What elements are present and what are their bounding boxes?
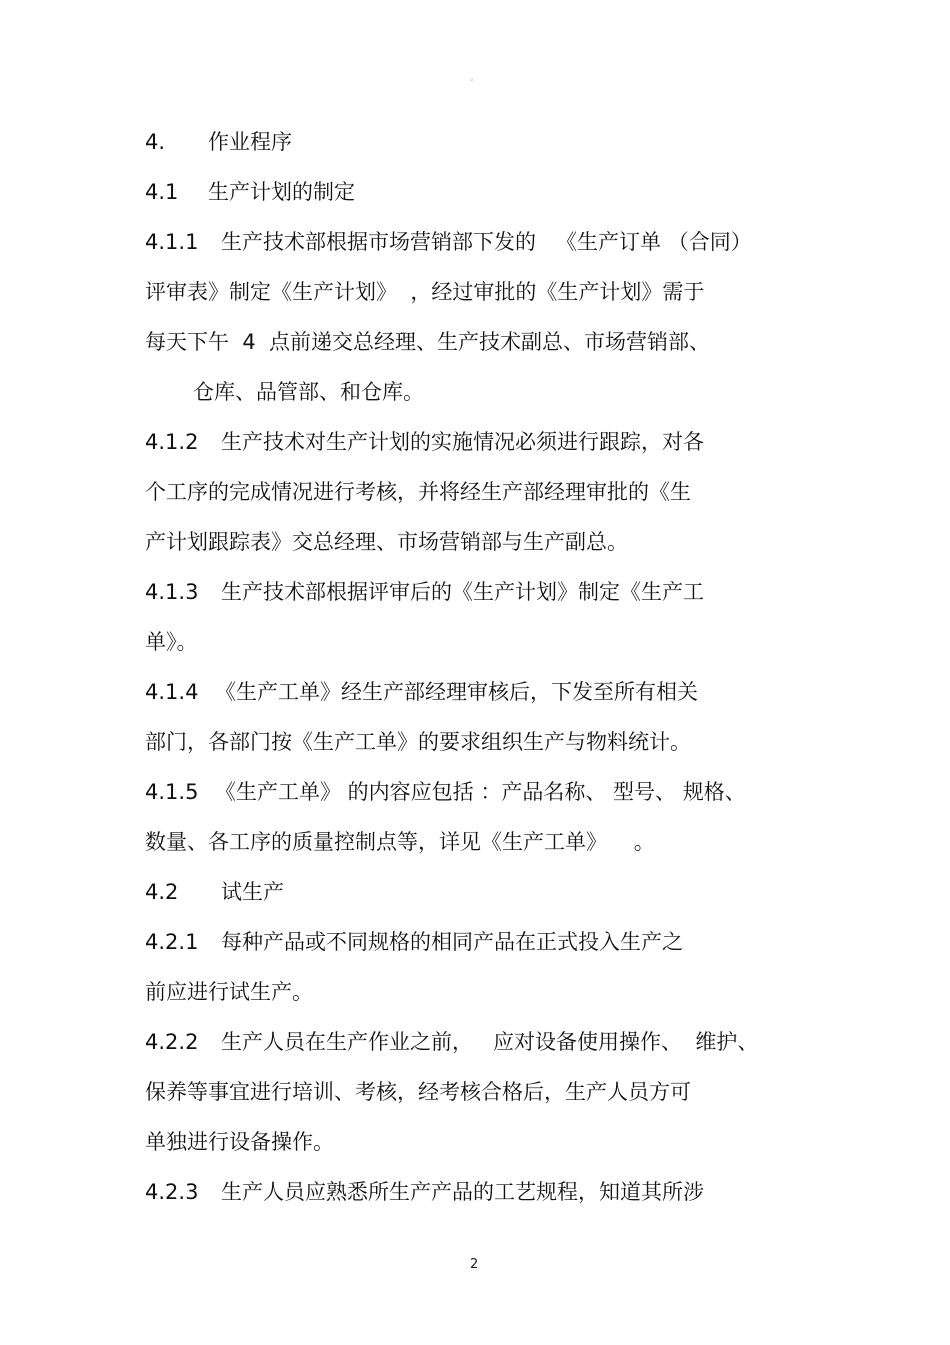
paragraph-line <box>145 1127 334 1157</box>
paragraph-line <box>145 1027 758 1057</box>
paragraph-line <box>145 477 691 507</box>
paragraph-line <box>145 777 746 807</box>
paragraph-text: 单独进行设备操作。 <box>145 1130 334 1154</box>
paragraph-line <box>145 1177 704 1207</box>
section-number: 4.2.1 <box>145 930 199 954</box>
paragraph-line <box>145 627 198 657</box>
paragraph-line <box>145 427 704 457</box>
paragraph-text: 每天下午 4 点前递交总经理、生产技术副总、市场营销部、 <box>145 330 711 354</box>
paragraph-text: 生产人员应熟悉所生产产品的工艺规程，知道其所涉 <box>221 1180 704 1204</box>
paragraph-text: 每种产品或不同规格的相同产品在正式投入生产之 <box>221 930 683 954</box>
paragraph-line <box>145 927 683 957</box>
paragraph-text: 《生产工单》经生产部经理审核后，下发至所有相关 <box>215 680 698 704</box>
paragraph-text: 保养等事宜进行培训、考核，经考核合格后，生产人员方可 <box>145 1080 691 1104</box>
paragraph-text: 生产技术对生产计划的实施情况必须进行跟踪，对各 <box>221 430 704 454</box>
section-text: 生产计划的制定 <box>208 180 355 204</box>
page-number: 2 <box>470 1257 479 1272</box>
paragraph-text: 评审表》制定《生产计划》 ，经过审批的《生产计划》需于 <box>145 280 705 304</box>
section-number: 4.2.3 <box>145 1180 199 1204</box>
paragraph-text: 仓库、品管部、和仓库。 <box>193 380 424 404</box>
paragraph-text: 单》。 <box>145 630 198 654</box>
paragraph-text: 产计划跟踪表》交总经理、市场营销部与生产副总。 <box>145 530 628 554</box>
paragraph-text: 数量、各工序的质量控制点等，详见《生产工单》 。 <box>145 830 655 854</box>
subsection-heading <box>145 177 355 207</box>
section-number: 4.1 <box>145 180 179 204</box>
section-number: 4.1.3 <box>145 580 199 604</box>
paragraph-text: 部门，各部门按《生产工单》的要求组织生产与物料统计。 <box>145 730 691 754</box>
section-number: 4.1.1 <box>145 230 199 254</box>
section-text: 作业程序 <box>208 130 292 154</box>
paragraph-line <box>193 377 424 407</box>
section-number: 4.2 <box>145 880 179 904</box>
header-mark: 。 <box>470 73 480 83</box>
section-number: 4.2.2 <box>145 1030 199 1054</box>
paragraph-line <box>145 977 313 1007</box>
section-number: 4.1.4 <box>145 680 199 704</box>
section-text: 试生产 <box>221 880 284 904</box>
paragraph-line <box>145 827 655 857</box>
paragraph-line <box>145 527 628 557</box>
section-heading <box>145 127 292 157</box>
paragraph-text: 《生产工单》 的内容应包括 ：产品名称、 型号、 规格、 <box>215 780 746 804</box>
section-number: 4.1.5 <box>145 780 199 804</box>
paragraph-text: 个工序的完成情况进行考核，并将经生产部经理审批的《生 <box>145 480 691 504</box>
paragraph-line <box>145 227 752 257</box>
section-number: 4.1.2 <box>145 430 199 454</box>
paragraph-text: 生产技术部根据市场营销部下发的 《生产订单 （合同） <box>221 230 752 254</box>
paragraph-line <box>145 1077 691 1107</box>
paragraph-line <box>145 727 691 757</box>
paragraph-line <box>145 327 710 357</box>
paragraph-text: 生产人员在生产作业之前， 应对设备使用操作、 维护、 <box>221 1030 759 1054</box>
paragraph-line <box>145 277 704 307</box>
paragraph-text: 生产技术部根据评审后的《生产计划》制定《生产工 <box>221 580 704 604</box>
section-number: 4. <box>145 130 166 154</box>
paragraph-line <box>145 577 704 607</box>
subsection-heading <box>145 877 284 907</box>
paragraph-line <box>145 677 698 707</box>
paragraph-text: 前应进行试生产。 <box>145 980 313 1004</box>
